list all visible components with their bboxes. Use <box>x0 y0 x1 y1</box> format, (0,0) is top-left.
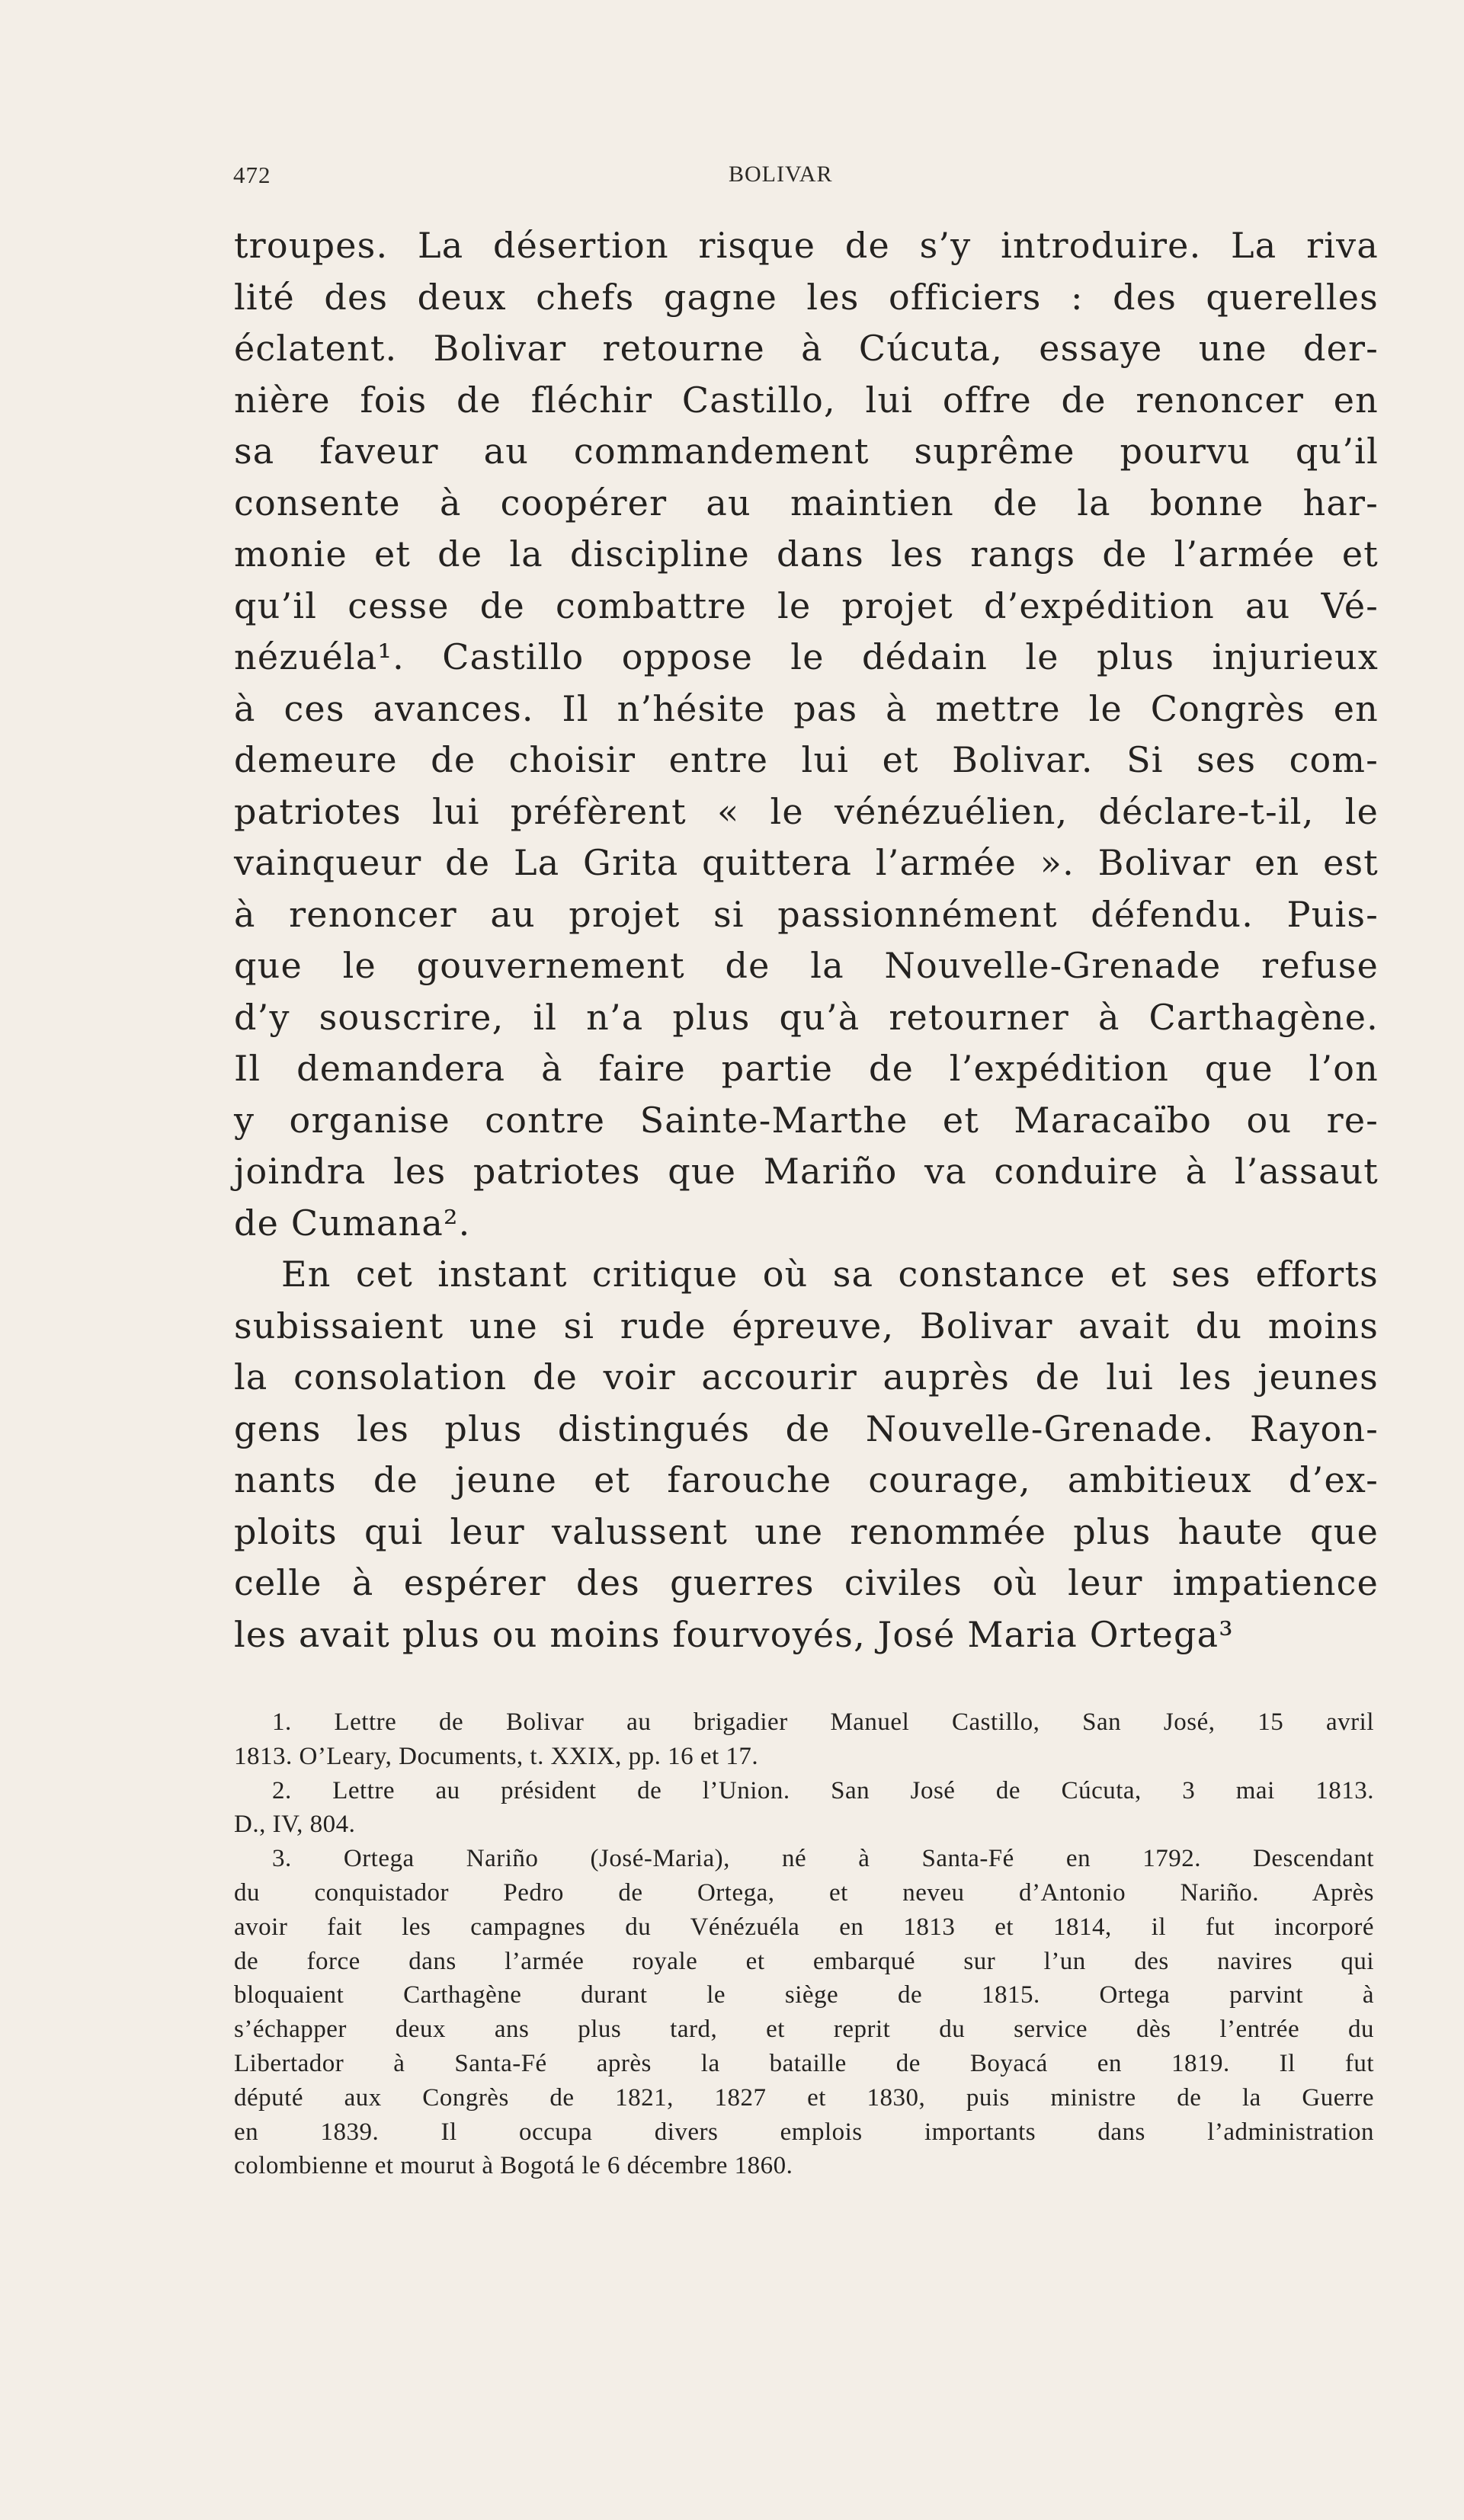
text-line: y organise contre Sainte-Marthe et Maracaïbo ou re- <box>234 1099 1379 1141</box>
text-line: consente à coopérer au maintien de la bonne har- <box>234 482 1379 524</box>
footnote-line: bloquaient Carthagène durant le siège de 1815. Ortega parvint à <box>234 1981 1374 2009</box>
footnote-line: colombienne et mourut à Bogotá le 6 décembre 1860. <box>234 2152 793 2180</box>
text-line: demeure de choisir entre lui et Bolivar. Si ses com- <box>234 739 1379 780</box>
footnote-line: député aux Congrès de 1821, 1827 et 1830, puis ministre de la Guerre <box>234 2083 1374 2112</box>
text-line: de Cumana². <box>234 1202 471 1244</box>
page-number: 472 <box>233 162 271 188</box>
text-line: joindra les patriotes que Mariño va conduire à l’assaut <box>234 1151 1379 1192</box>
text-line: troupes. La désertion risque de s’y introduire. La riva <box>234 225 1379 266</box>
text-line: les avait plus ou moins fourvoyés, José Maria Ortega³ <box>234 1613 1234 1655</box>
text-line: Il demandera à faire partie de l’expédition que l’on <box>234 1048 1379 1089</box>
text-line: En cet instant critique où sa constance et ses efforts <box>281 1254 1379 1295</box>
footnote-line: du conquistador Pedro de Ortega, et neveu d’Antonio Nariño. Après <box>234 1878 1374 1907</box>
text-line: celle à espérer des guerres civiles où leur impatience <box>234 1562 1379 1603</box>
text-line: la consolation de voir accourir auprès de lui les jeunes <box>234 1356 1379 1398</box>
text-line: d’y souscrire, il n’a plus qu’à retourner à Carthagène. <box>234 996 1379 1038</box>
text-line: nézuéla¹. Castillo oppose le dédain le plus injurieux <box>234 636 1379 677</box>
footnote-line: 1. Lettre de Bolivar au brigadier Manuel Castillo, San José, 15 avril <box>272 1708 1374 1736</box>
footnote-line: avoir fait les campagnes du Vénézuéla en 1813 et 1814, il fut incorporé <box>234 1913 1374 1941</box>
footnote-line: Libertador à Santa-Fé après la bataille de Boyacá en 1819. Il fut <box>234 2049 1374 2077</box>
footnote-line: 2. Lettre au président de l’Union. San José de Cúcuta, 3 mai 1813. <box>272 1776 1374 1804</box>
text-line: patriotes lui préfèrent « le vénézuélien, déclare-t-il, le <box>234 790 1379 832</box>
footnote-line: 1813. O’Leary, Documents, t. XXIX, pp. 16 et 17. <box>234 1742 759 1770</box>
text-line: nants de jeune et farouche courage, ambitieux d’ex- <box>234 1459 1379 1500</box>
footnote-line: en 1839. Il occupa divers emplois importants dans l’administration <box>234 2118 1374 2146</box>
main-text <box>234 220 1379 1660</box>
running-title: BOLIVAR <box>729 162 833 187</box>
text-line: lité des deux chefs gagne les officiers : des querelles <box>234 276 1379 318</box>
text-line: subissaient une si rude épreuve, Bolivar avait du moins <box>234 1305 1379 1346</box>
text-line: que le gouvernement de la Nouvelle-Grenade refuse <box>234 945 1379 986</box>
text-line: gens les plus distingués de Nouvelle-Grenade. Rayon- <box>234 1407 1379 1449</box>
text-line: vainqueur de La Grita quittera l’armée ». Bolivar en est <box>234 842 1379 883</box>
text-line: ploits qui leur valussent une renommée plus haute que <box>234 1510 1379 1552</box>
text-line: éclatent. Bolivar retourne à Cúcuta, essaye une der- <box>234 328 1379 369</box>
footnote-line: D., IV, 804. <box>234 1811 356 1839</box>
text-line: à ces avances. Il n’hésite pas à mettre le Congrès en <box>234 687 1379 729</box>
footnotes <box>234 1705 1374 2183</box>
footnote-line: s’échapper deux ans plus tard, et reprit du service dès l’entrée du <box>234 2016 1374 2044</box>
text-line: sa faveur au commandement suprême pourvu qu’il <box>234 431 1379 472</box>
text-line: nière fois de fléchir Castillo, lui offre de renoncer en <box>234 379 1379 421</box>
footnote-line: de force dans l’armée royale et embarqué sur l’un des navires qui <box>234 1947 1374 1975</box>
footnote-line: 3. Ortega Nariño (José-Maria), né à Santa-Fé en 1792. Descendant <box>272 1845 1374 1873</box>
page-header <box>233 162 1386 192</box>
text-line: qu’il cesse de combattre le projet d’expédition au Vé- <box>234 584 1379 626</box>
text-line: à renoncer au projet si passionnément défendu. Puis- <box>234 893 1379 935</box>
text-line: monie et de la discipline dans les rangs de l’armée et <box>234 533 1379 575</box>
